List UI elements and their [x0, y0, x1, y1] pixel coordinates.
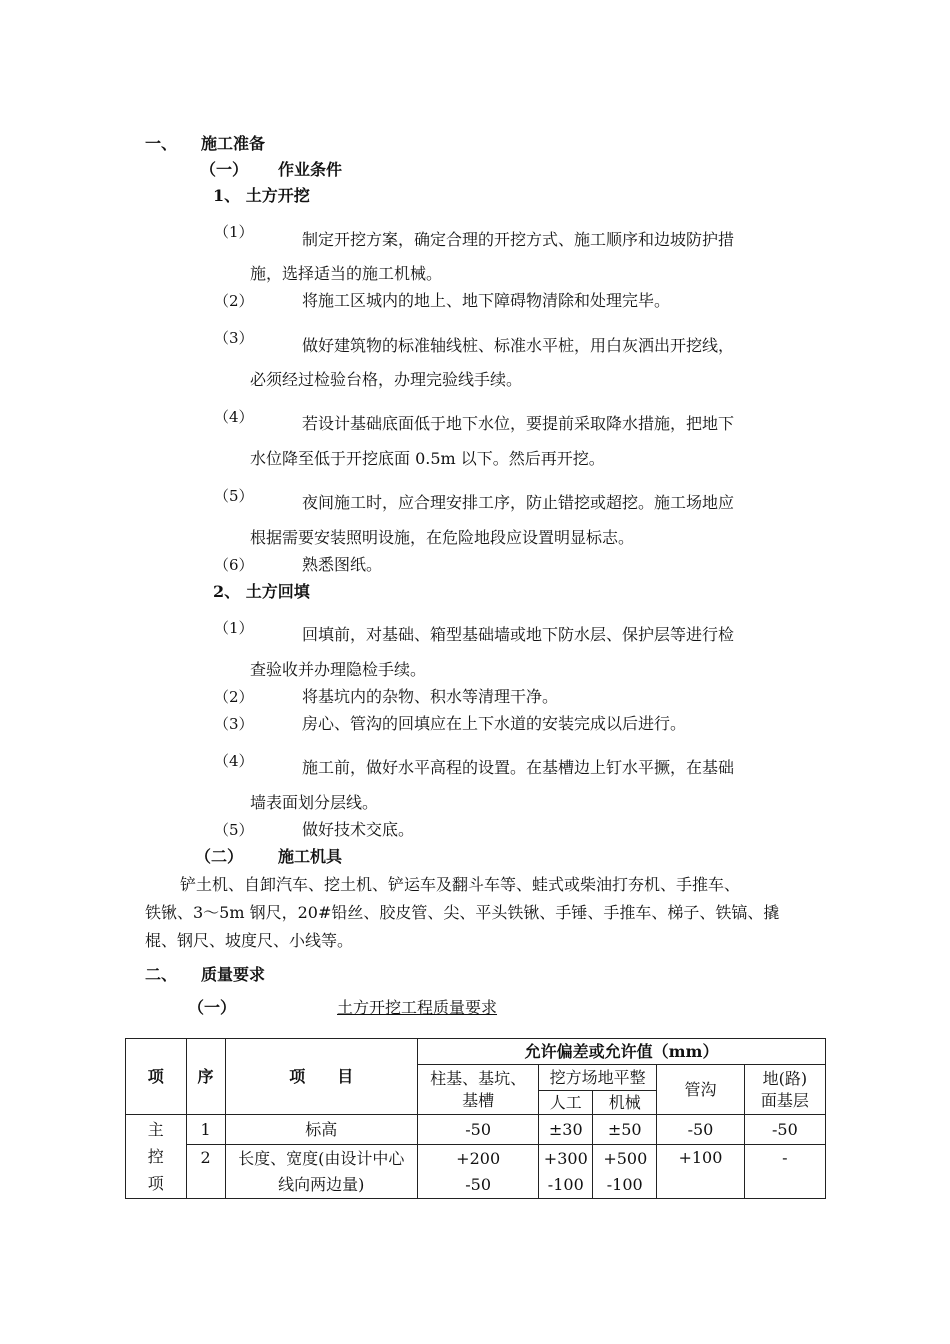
row-1-machine: ±50	[593, 1115, 657, 1145]
backfill-item-4-number: （4）	[214, 752, 254, 770]
row-1-ground-base: -50	[744, 1115, 825, 1145]
excavation-item-3-number: （3）	[214, 329, 254, 347]
backfill-item-4-line1: 施工前，做好水平高程的设置。在基槽边上钉水平撅，在基础	[302, 758, 735, 777]
header-allowance: 允许偏差或允许值（mm）	[418, 1039, 826, 1065]
header-project: 项 目	[225, 1039, 418, 1115]
backfill-item-3-number: （3）	[214, 715, 254, 733]
header-ground-base: 地(路)面基层	[744, 1065, 825, 1115]
row-1-seq: 1	[186, 1115, 225, 1145]
excavation-item-5-number: （5）	[214, 487, 254, 505]
row-2-column-pit: +200 -50	[418, 1145, 539, 1199]
excavation-item-2-line1: 将施工区城内的地上、地下障碍物清除和处理完毕。	[302, 291, 671, 310]
row-2-seq: 2	[186, 1145, 225, 1199]
tools-line-3: 棍、钢尺、坡度尺、小线等。	[145, 931, 354, 950]
excavation-item-5-line2: 根据需要安装照明设施，在危险地段应设置明显标志。	[250, 528, 635, 547]
row-2-machine: +500 -100	[593, 1145, 657, 1199]
subsection-1-1-title: 作业条件	[278, 160, 343, 179]
subsection-earth-backfill-title: 2、 土方回填	[213, 582, 310, 601]
excavation-item-6-line1: 熟悉图纸。	[302, 555, 383, 574]
subsection-2-1-number: （一）	[188, 998, 237, 1017]
excavation-item-4-line2: 水位降至低于开挖底面 0.5m 以下。然后再开挖。	[250, 449, 605, 468]
backfill-item-2-line1: 将基坑内的杂物、积水等清理干净。	[302, 687, 559, 706]
row-2-ground-base: -	[744, 1145, 825, 1199]
row-1-manual: ±30	[539, 1115, 593, 1145]
backfill-item-5-line1: 做好技术交底。	[302, 820, 415, 839]
backfill-item-2-number: （2）	[214, 688, 254, 706]
tools-line-1: 铲土机、自卸汽车、挖土机、铲运车及翻斗车等、蛙式或柴油打夯机、手推车、	[180, 875, 741, 894]
row-2-manual: +300 -100	[539, 1145, 593, 1199]
excavation-item-5-line1: 夜间施工时，应合理安排工序，防止错挖或超挖。施工场地应	[302, 493, 735, 512]
row-2-name: 长度、宽度(由设计中心线向两边量)	[225, 1145, 418, 1199]
excavation-item-1-number: （1）	[214, 223, 254, 241]
table-title: 土方开挖工程质量要求	[337, 998, 498, 1017]
category-main-control: 主控项	[126, 1115, 187, 1199]
backfill-item-4-line2: 墙表面划分层线。	[250, 793, 379, 812]
subsection-1-2-number: （二）	[195, 847, 244, 866]
excavation-item-4-line1: 若设计基础底面低于地下水位，要提前采取降水措施，把地下	[302, 414, 735, 433]
subsection-1-2-title: 施工机具	[278, 847, 343, 866]
row-1-name: 标高	[225, 1115, 418, 1145]
section-1-title: 施工准备	[201, 134, 266, 153]
section-2-number: 二、	[145, 965, 178, 984]
header-ditch: 管沟	[657, 1065, 745, 1115]
header-site-leveling: 挖方场地平整	[539, 1065, 657, 1091]
excavation-item-6-number: （6）	[214, 556, 254, 574]
quality-table	[125, 1038, 826, 1199]
excavation-item-1-line1: 制定开挖方案，确定合理的开挖方式、施工顺序和边坡防护措	[302, 230, 735, 249]
section-2-title: 质量要求	[201, 965, 266, 984]
header-machine: 机械	[593, 1091, 657, 1115]
header-column-pit: 柱基、基坑、基槽	[418, 1065, 539, 1115]
excavation-item-3-line1: 做好建筑物的标准轴线桩、标准水平桩，用白灰洒出开挖线，	[302, 336, 735, 355]
excavation-item-3-line2: 必须经过检验台格，办理完验线手续。	[250, 370, 523, 389]
row-2-ditch: +100	[657, 1145, 745, 1199]
backfill-item-1-line2: 查验收并办理隐检手续。	[250, 660, 427, 679]
backfill-item-1-number: （1）	[214, 619, 254, 637]
subsection-1-1-number: （一）	[200, 160, 249, 179]
excavation-item-2-number: （2）	[214, 292, 254, 310]
row-1-column-pit: -50	[418, 1115, 539, 1145]
excavation-item-4-number: （4）	[214, 408, 254, 426]
backfill-item-5-number: （5）	[214, 821, 254, 839]
header-seq: 序	[186, 1039, 225, 1115]
tools-line-2: 铁锹、3～5m 钢尺，20#铅丝、胶皮管、尖、平头铁锹、手锤、手推车、梯子、铁镐、撬	[145, 903, 780, 922]
backfill-item-3-line1: 房心、管沟的回填应在上下水道的安装完成以后进行。	[302, 714, 687, 733]
row-1-ditch: -50	[657, 1115, 745, 1145]
section-1-number: 一、	[145, 134, 178, 153]
excavation-item-1-line2: 施，选择适当的施工机械。	[250, 264, 443, 283]
backfill-item-1-line1: 回填前，对基础、箱型基础墙或地下防水层、保护层等进行检	[302, 625, 735, 644]
header-item: 项	[126, 1039, 187, 1115]
subsection-earth-excavation-title: 1、 土方开挖	[213, 186, 310, 205]
header-manual: 人工	[539, 1091, 593, 1115]
